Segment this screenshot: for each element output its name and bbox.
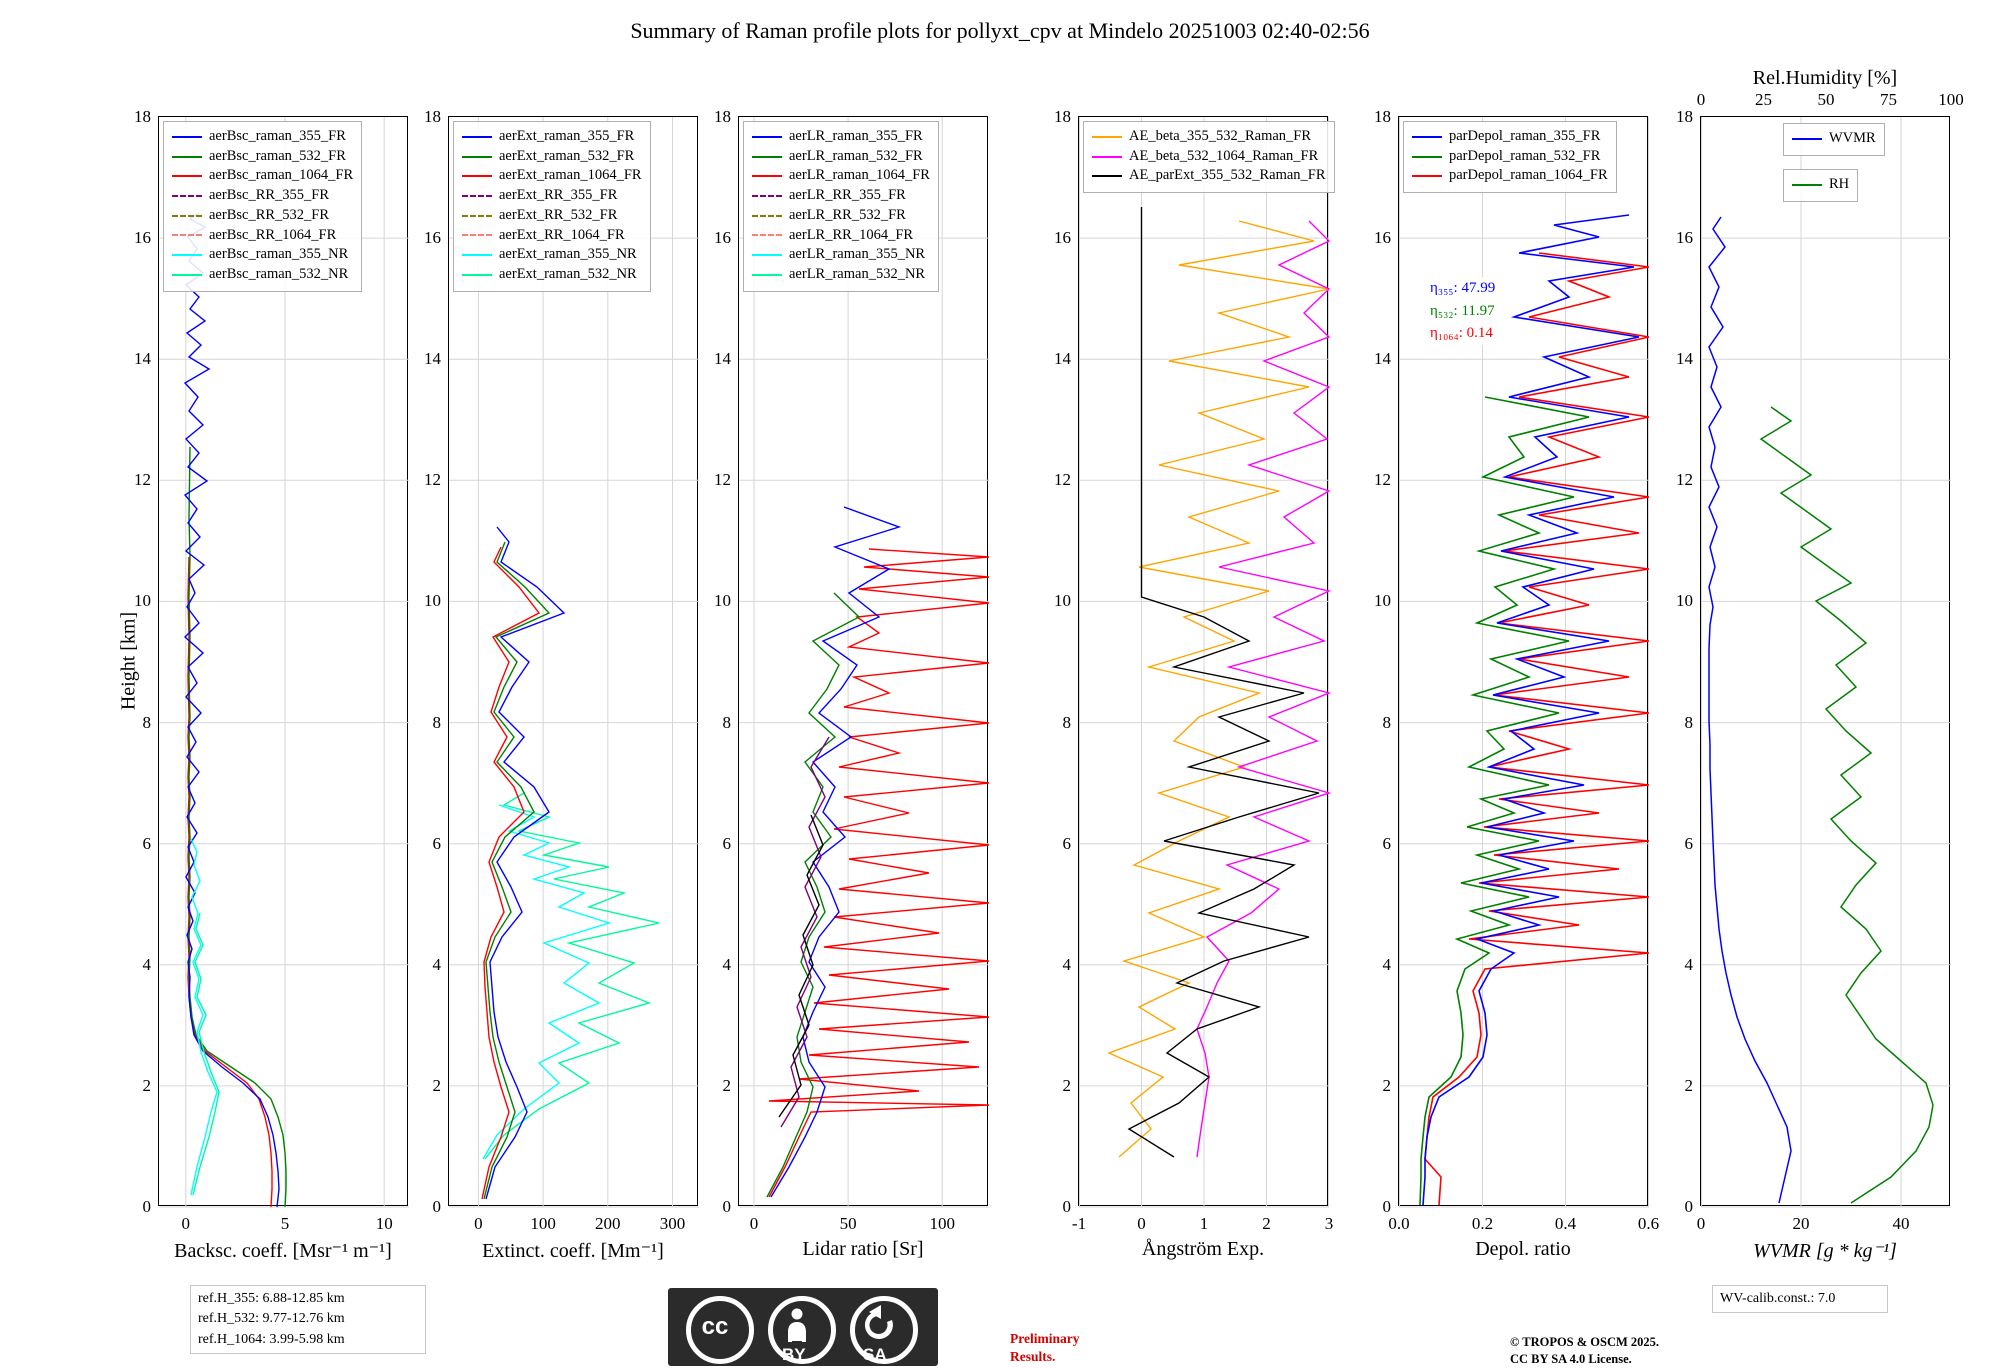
plot-area-lidar-ratio <box>714 107 988 1233</box>
y-tick: 10 <box>714 591 731 611</box>
y-tick: 14 <box>1054 349 1071 369</box>
y-tick: 16 <box>714 228 731 248</box>
legend-extinction <box>453 121 651 292</box>
x-tick: 300 <box>659 1214 686 1233</box>
y-tick: 12 <box>714 470 731 490</box>
legend-item <box>1792 175 1849 195</box>
legend-swatch <box>172 274 202 276</box>
legend-item <box>1792 129 1876 149</box>
legend-label: aerBsc_raman_1064_FR <box>209 167 354 184</box>
legend-swatch <box>1092 175 1122 177</box>
y-tick: 8 <box>432 712 441 732</box>
angstrom-curves <box>1079 117 1329 1207</box>
x-tick: 0 <box>474 1214 483 1233</box>
legend-item <box>462 265 642 285</box>
legend-swatch <box>1412 175 1442 177</box>
y-tick: 4 <box>432 954 441 974</box>
svg-text:cc: cc <box>701 1313 729 1340</box>
legend-swatch <box>1092 156 1122 158</box>
x-tick: 0 <box>1137 1214 1146 1233</box>
legend-item <box>172 265 353 285</box>
y-tick: 4 <box>722 954 731 974</box>
legend-label: aerLR_raman_1064_FR <box>789 167 930 184</box>
legend-item <box>1092 166 1326 186</box>
legend-label: aerLR_raman_355_NR <box>789 246 926 263</box>
legend-item <box>462 147 642 167</box>
legend-label: aerLR_RR_1064_FR <box>789 226 914 243</box>
legend-label: aerExt_RR_355_FR <box>499 187 618 204</box>
y-tick: 0 <box>1382 1197 1391 1216</box>
legend-swatch <box>1792 138 1822 140</box>
legend-swatch <box>752 234 782 236</box>
legend-label: aerExt_raman_532_FR <box>499 147 635 164</box>
legend-item <box>1412 127 1608 147</box>
legend-label: aerLR_raman_355_FR <box>789 128 923 144</box>
y-tick: 14 <box>424 349 441 369</box>
person-glyph <box>773 1301 821 1349</box>
x-tick: 50 <box>839 1214 857 1233</box>
legend-item <box>752 206 930 226</box>
ref-height-box <box>190 1285 426 1354</box>
copyright-line-2: CC BY SA 4.0 License. <box>1510 1351 1632 1366</box>
legend-label: aerBsc_raman_355_NR <box>209 246 349 263</box>
y-tick: 18 <box>1676 107 1693 126</box>
x-tick: 1 <box>1199 1214 1209 1233</box>
x-tick: 3 <box>1324 1214 1334 1233</box>
legend-swatch <box>462 254 492 256</box>
cc-by-label: BY <box>782 1345 806 1364</box>
legend-label: aerBsc_raman_532_FR <box>209 147 346 164</box>
legend-label: aerLR_raman_532_NR <box>789 266 926 283</box>
legend-depol <box>1403 121 1617 193</box>
x-axis-label: Depol. ratio <box>1475 1238 1571 1260</box>
y-tick: 18 <box>1054 107 1071 126</box>
legend-item <box>752 226 930 246</box>
preliminary-note <box>1010 1330 1079 1365</box>
legend-item <box>172 147 353 167</box>
y-tick: 0 <box>432 1197 441 1216</box>
legend-label: aerExt_raman_355_FR <box>499 128 635 144</box>
legend-swatch <box>1092 136 1122 138</box>
top-x-tick: 25 <box>1755 90 1772 109</box>
legend-swatch <box>172 234 202 236</box>
y-tick: 14 <box>1374 349 1391 369</box>
y-tick: 14 <box>134 349 151 369</box>
y-tick: 2 <box>722 1075 731 1095</box>
wv-calib-box <box>1712 1285 1888 1313</box>
legend-label: aerBsc_RR_532_FR <box>209 206 330 223</box>
plot-area-wvmr-rh <box>1676 90 1964 1233</box>
legend-swatch <box>462 175 492 177</box>
plot-area-extinction <box>424 107 698 1233</box>
y-tick: 10 <box>424 591 441 611</box>
y-tick: 6 <box>1382 833 1391 853</box>
legend-label: aerLR_raman_532_FR <box>789 147 923 164</box>
y-tick: 16 <box>134 228 151 248</box>
preliminary-line-1: Preliminary <box>1010 1331 1080 1346</box>
panel-lidar-ratio <box>714 107 988 1260</box>
y-tick: 12 <box>1054 470 1071 490</box>
legend-item <box>1412 166 1608 186</box>
x-axis-label: Extinct. coeff. [Mm⁻¹] <box>482 1240 664 1262</box>
y-tick: 16 <box>1374 228 1391 248</box>
x-tick: 10 <box>375 1214 393 1233</box>
y-tick: 2 <box>1684 1075 1693 1095</box>
panel-backscatter <box>117 107 408 1262</box>
legend-label: parDepol_raman_1064_FR <box>1449 167 1608 184</box>
wvmr-label-text: WVMR [g * kg⁻¹] <box>1753 1240 1897 1262</box>
legend-item <box>1092 147 1326 167</box>
x-tick: 0.2 <box>1471 1214 1494 1233</box>
legend-item <box>172 245 353 265</box>
y-tick: 14 <box>1676 349 1693 369</box>
legend-swatch <box>172 195 202 197</box>
top-x-tick: 0 <box>1696 90 1706 109</box>
preliminary-line-2: Results. <box>1010 1348 1056 1364</box>
legend-item <box>462 186 642 206</box>
legend-swatch <box>752 175 782 177</box>
x-tick: 20 <box>1792 1214 1810 1233</box>
legend-label: aerExt_raman_532_NR <box>499 266 637 283</box>
plot-area-depol-ratio <box>1374 107 1660 1233</box>
plot-area-angstrom <box>1054 107 1334 1233</box>
x-tick: 5 <box>280 1214 290 1233</box>
legend-lidar-ratio <box>743 121 939 292</box>
panel-wvmr-rh <box>1676 67 1964 1262</box>
panel-extinction <box>424 107 698 1262</box>
y-tick: 4 <box>1684 954 1693 974</box>
legend-item <box>462 166 642 186</box>
x-tick: 100 <box>530 1214 556 1233</box>
x-tick: 0.0 <box>1388 1214 1410 1233</box>
eta-1064: η₁₀₆₄: 0.14 <box>1427 322 1498 345</box>
panel-angstrom <box>1054 107 1334 1260</box>
legend-label: aerBsc_RR_1064_FR <box>209 226 337 243</box>
x-tick: 0.6 <box>1637 1214 1660 1233</box>
legend-item <box>172 186 353 206</box>
legend-item <box>752 265 930 285</box>
y-tick: 6 <box>722 833 731 853</box>
x-tick: 0 <box>749 1214 759 1233</box>
y-tick: 16 <box>424 228 441 248</box>
share-alike-glyph <box>855 1301 903 1349</box>
y-tick: 6 <box>432 833 441 853</box>
ref-h-1064: ref.H_1064: 3.99-5.98 km <box>198 1331 345 1347</box>
y-tick: 0 <box>1062 1197 1071 1216</box>
copyright-note <box>1510 1334 1659 1368</box>
legend-item <box>462 206 642 226</box>
legend-item <box>172 226 353 246</box>
legend-label: aerLR_RR_532_FR <box>789 206 906 223</box>
y-tick: 6 <box>142 833 151 853</box>
x-tick: 0 <box>1696 1214 1706 1233</box>
legend-swatch <box>752 156 782 158</box>
y-axis-label: Height [km] <box>117 611 140 711</box>
legend-angstrom <box>1083 121 1335 193</box>
legend-label: WVMR <box>1829 130 1876 146</box>
x-tick: 200 <box>595 1214 621 1233</box>
page-title: Summary of Raman profile plots for pollyxt_cpv at Mindelo 20251003 02:40-02:56 <box>630 18 1370 43</box>
y-tick: 8 <box>722 712 731 732</box>
y-tick: 12 <box>1374 470 1391 490</box>
legend-label: AE_parExt_355_532_Raman_FR <box>1129 167 1326 184</box>
x-tick: -1 <box>1071 1214 1087 1233</box>
legend-rh <box>1783 169 1858 202</box>
copyright-line-1: © TROPOS & OSCM 2025. <box>1510 1335 1660 1349</box>
y-tick: 8 <box>1062 712 1071 732</box>
legend-item <box>752 147 930 167</box>
y-tick: 0 <box>1684 1197 1693 1216</box>
legend-item <box>752 186 930 206</box>
legend-label: aerLR_RR_355_FR <box>789 187 906 204</box>
legend-label: AE_beta_532_1064_Raman_FR <box>1129 147 1319 164</box>
legend-item <box>172 206 353 226</box>
y-tick: 8 <box>1684 712 1693 732</box>
legend-swatch <box>462 215 492 217</box>
legend-item <box>752 127 930 147</box>
legend-swatch <box>752 254 782 256</box>
wv-calib-const: WV-calib.const.: 7.0 <box>1720 1291 1836 1306</box>
y-tick: 0 <box>722 1197 731 1216</box>
legend-item <box>462 245 642 265</box>
legend-swatch <box>172 175 202 177</box>
y-tick: 18 <box>134 107 151 126</box>
x-tick: 0 <box>181 1214 191 1233</box>
legend-swatch <box>1412 136 1442 138</box>
y-tick: 4 <box>1062 954 1071 974</box>
legend-swatch <box>462 136 492 138</box>
legend-label: parDepol_raman_355_FR <box>1449 128 1601 144</box>
legend-swatch <box>172 254 202 256</box>
y-tick: 0 <box>142 1197 151 1216</box>
legend-swatch <box>462 234 492 236</box>
y-tick: 18 <box>1374 107 1391 126</box>
x-axis-label: Backsc. coeff. [Msr⁻¹ m⁻¹] <box>174 1240 392 1262</box>
legend-item <box>752 245 930 265</box>
legend-label: aerExt_raman_355_NR <box>499 246 637 263</box>
legend-label: aerExt_raman_1064_FR <box>499 167 642 184</box>
y-tick: 10 <box>1374 591 1391 611</box>
legend-swatch <box>1412 156 1442 158</box>
legend-backscatter <box>163 121 362 292</box>
y-tick: 8 <box>142 712 151 732</box>
y-tick: 4 <box>142 954 151 974</box>
x-axis-label: Ångström Exp. <box>1141 1238 1265 1260</box>
legend-item <box>172 127 353 147</box>
cc-logo-icon <box>686 1296 754 1364</box>
depol-eta-annotations <box>1427 277 1498 345</box>
top-x-tick: 100 <box>1938 90 1964 109</box>
legend-label: aerExt_RR_532_FR <box>499 206 618 223</box>
legend-label: RH <box>1829 176 1850 192</box>
legend-wvmr <box>1783 123 1885 156</box>
plot-area-backscatter <box>134 107 408 1233</box>
wvmr-rh-curves <box>1701 117 1951 1207</box>
y-tick: 12 <box>134 470 151 490</box>
y-tick: 12 <box>424 470 441 490</box>
legend-label: aerBsc_raman_355_FR <box>209 128 346 144</box>
legend-item <box>462 127 642 147</box>
y-tick: 2 <box>432 1075 441 1095</box>
legend-label: aerBsc_RR_355_FR <box>209 187 330 204</box>
top-x-tick: 75 <box>1880 90 1897 109</box>
y-tick: 16 <box>1676 228 1693 248</box>
x-axis-label <box>1700 1238 1950 1263</box>
y-tick: 16 <box>1054 228 1071 248</box>
legend-label: aerBsc_raman_532_NR <box>209 266 349 283</box>
legend-label: AE_beta_355_532_Raman_FR <box>1129 128 1312 144</box>
legend-swatch <box>752 215 782 217</box>
y-tick: 10 <box>1676 591 1693 611</box>
y-tick: 10 <box>1054 591 1071 611</box>
legend-swatch <box>172 156 202 158</box>
y-tick: 14 <box>714 349 731 369</box>
y-tick: 12 <box>1676 470 1693 490</box>
panel-depol-ratio <box>1374 107 1660 1260</box>
ref-h-532: ref.H_532: 9.77-12.76 km <box>198 1311 345 1327</box>
legend-swatch <box>1792 184 1822 186</box>
legend-swatch <box>462 274 492 276</box>
x-tick: 100 <box>929 1214 955 1233</box>
legend-item <box>172 166 353 186</box>
y-tick: 6 <box>1684 833 1693 853</box>
legend-swatch <box>172 136 202 138</box>
cc-sa-label: SA <box>863 1345 887 1364</box>
legend-swatch <box>462 156 492 158</box>
legend-item <box>1412 147 1608 167</box>
legend-swatch <box>752 274 782 276</box>
y-tick: 8 <box>1382 712 1391 732</box>
ref-h-355: ref.H_355: 6.88-12.85 km <box>198 1291 345 1306</box>
y-tick: 2 <box>1062 1075 1071 1095</box>
y-tick: 2 <box>1382 1075 1391 1095</box>
x-axis-label: Lidar ratio [Sr] <box>802 1238 924 1260</box>
y-tick: 18 <box>424 107 441 126</box>
cc-license-badge[interactable] <box>668 1288 938 1366</box>
x-tick: 40 <box>1892 1214 1910 1233</box>
y-tick: 4 <box>1382 954 1391 974</box>
legend-item <box>1092 127 1326 147</box>
legend-swatch <box>172 215 202 217</box>
legend-label: aerExt_RR_1064_FR <box>499 226 625 243</box>
x-tick: 0.4 <box>1554 1214 1577 1233</box>
legend-swatch <box>752 136 782 138</box>
x-tick: 2 <box>1262 1214 1271 1233</box>
eta-532: η₅₃₂: 11.97 <box>1427 300 1498 323</box>
eta-355: η₃₅₅: 47.99 <box>1427 277 1498 300</box>
y-tick: 18 <box>714 107 731 126</box>
cc-glyph <box>691 1301 739 1349</box>
top-axis-label: Rel.Humidity [%] <box>1752 67 1898 89</box>
y-tick: 6 <box>1062 833 1071 853</box>
top-x-tick: 50 <box>1817 90 1835 109</box>
legend-label: parDepol_raman_532_FR <box>1449 147 1601 164</box>
y-tick: 10 <box>134 591 151 611</box>
legend-swatch <box>462 195 492 197</box>
legend-item <box>752 166 930 186</box>
legend-swatch <box>752 195 782 197</box>
y-tick: 2 <box>142 1075 151 1095</box>
legend-item <box>462 226 642 246</box>
